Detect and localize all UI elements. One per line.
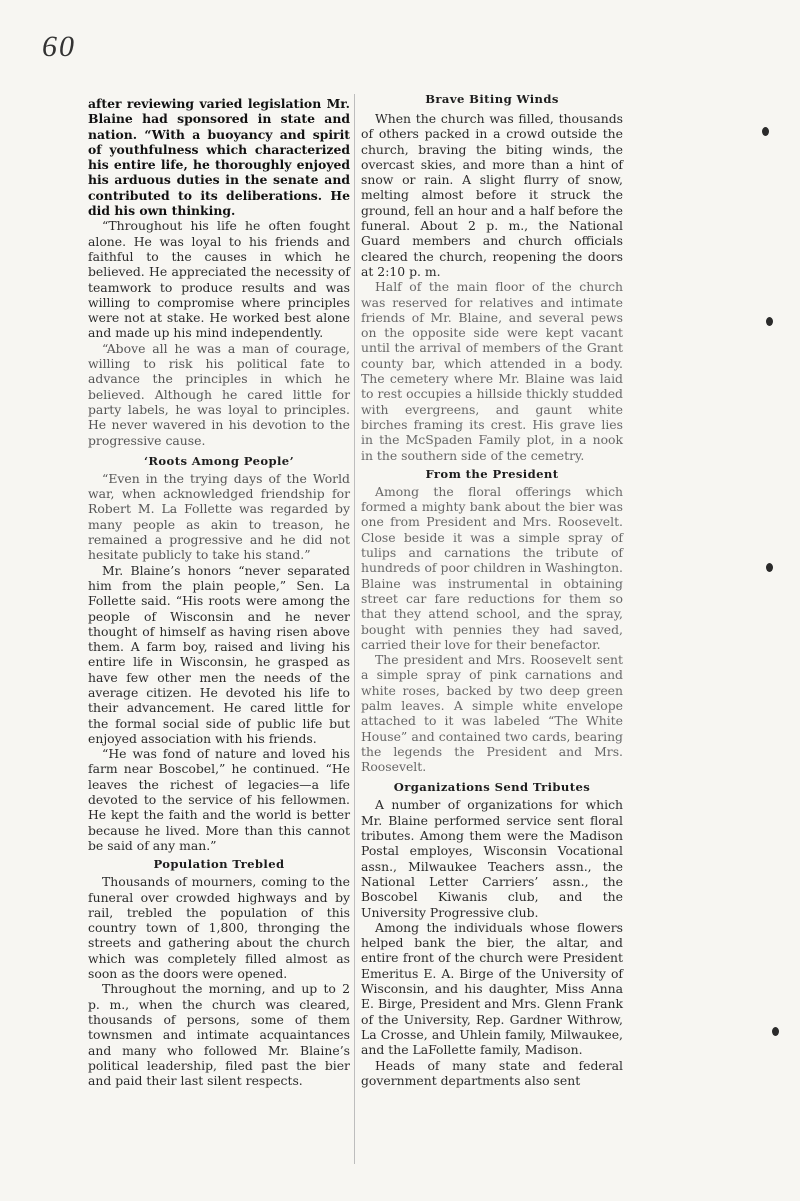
heading-brave-biting-winds: Brave Biting Winds xyxy=(425,92,559,106)
paragraph-roosevelt-spray: The president and Mrs. Roosevelt sent a simple spray of pink carnations and white roses, backed by two deep green palm leaves. A simple white envelope attached to it was labeled “The White House” and contained two cards, bearing the legends the President and Mrs. Roosevelt. xyxy=(361,652,623,775)
heading-organizations-send-tributes: Organizations Send Tributes xyxy=(393,780,591,795)
heading-from-the-president: From the President xyxy=(425,466,559,481)
paragraph-fought-alone: “Throughout his life he often fought alone. He was loyal to his friends and faithful to the causes in which he believed. He appreciated the necessity of teamwork to produce results and was willing to compromise where principles were not at stake. He worked best alone and made up his mind independently. xyxy=(88,218,350,341)
left-column xyxy=(88,96,350,1088)
paragraph-nature: “He was fond of nature and loved his farm near Boscobel,” he continued. “He leaves the richest of legacies—a life devoted to the service of his fellowmen. He kept the faith and the world is better because he lived. More than this cannot be said of any man.” xyxy=(88,746,350,853)
paragraph-main-floor: Half of the main floor of the church was reserved for relatives and intimate friends of Mr. Blaine, and several pews on the opposite side were kept vacant until the arrival of members of the Grant county bar, which attended in a body. The cemetery where Mr. Blaine was laid to rest occupies a hillside thickly studded with evergreens, and gaunt white birches framing its crest. His grave lies in the McSpaden Family plot, in a nook in the southern side of the cemetry. xyxy=(361,279,623,463)
punch-hole-mark xyxy=(766,317,773,326)
paragraph-individuals: Among the individuals whose flowers helped bank the bier, the altar, and entire front of the church were President Emeritus E. A. Birge of the University of Wisconsin, and his daughter, Miss Anna E. Birge, President and Mrs. Glenn Frank of the University, Rep. Gardner Withrow, La Crosse, and Uhlein family, Milwaukee, and the LaFollette family, Madison. xyxy=(361,919,623,1058)
punch-hole-mark xyxy=(766,563,773,572)
heading-roots-among-people: ‘Roots Among People’ xyxy=(143,453,295,468)
heading-population-trebled: Population Trebled xyxy=(153,857,285,872)
punch-hole-mark xyxy=(762,127,769,136)
paragraph-floral-offerings: Among the floral offerings which formed a mighty bank about the bier was one from President and Mrs. Roosevelt. Close beside it was a simple spray of tulips and carnations the tribute of hundreds of poor children in Washington. Blaine was instrumental in obtaining street car fare reductions for them so that they attend school, and the spray, bought with pennies they had saved, carried their love for their benefactor. xyxy=(361,483,623,652)
paragraph-legislation: after reviewing varied legislation Mr. Blaine had sponsored in state and nation. “With a buoyancy and spirit of youthfulness which characterized his entire life, he thoroughly enjoyed his arduous duties in the senate and contributed to its deliberations. He did his own thinking. xyxy=(88,96,350,219)
paragraph-courage: “Above all he was a man of courage, willing to risk his political fate to advance the principles in which he believed. Although he cared little for party labels, he was loyal to principles. He never wavered in his devotion to the progressive cause. xyxy=(88,340,350,448)
paragraph-organizations: A number of organizations for which Mr. Blaine performed service sent floral tributes. Among them were the Madison Postal employes, Wisconsin Vocational assn., Milwaukee Teachers assn., the National Letter Carriers’ assn., the Boscobel Kiwanis club, and the University Progressive club. xyxy=(361,797,623,920)
paragraph-department-heads: Heads of many state and federal government departments also sent xyxy=(361,1057,623,1088)
paragraph-mourners: Thousands of mourners, coming to the funeral over crowded highways and by rail, trebled the population of this country town of 1,800, thronging the streets and gathering about the church which was completely filled almost as soon as the doors were opened. xyxy=(88,874,350,982)
right-column xyxy=(361,92,623,1088)
paragraph-church-filled: When the church was filled, thousands of others packed in a crowd outside the church, braving the biting winds, the overcast skies, and more than a hint of snow or rain. A slight flurry of snow, melting almost before it struck the ground, fell an hour and a half before the funeral. About 2 p. m., the National Guard members and church officials cleared the church, reopening the doors at 2:10 p. m. xyxy=(361,111,623,279)
punch-hole-mark xyxy=(772,1027,779,1036)
paragraph-world-war: “Even in the trying days of the World war, when acknowledged friendship for Robert M. La Follette was regarded by many people as akin to treason, he remained a progressive and he did not hesitate publicly to take his stand.” xyxy=(88,470,350,563)
paragraph-morning: Throughout the morning, and up to 2 p. m., when the church was cleared, thousands of persons, some of them townsmen and intimate acquaintances and many who followed Mr. Blaine’s political leadership, filed past the bier and paid their last silent respects. xyxy=(88,981,350,1089)
column-divider xyxy=(354,94,355,1164)
page-number: 60 xyxy=(42,30,76,63)
paragraph-honors: Mr. Blaine’s honors “never separated him from the plain people,” Sen. La Follette said. “His roots were among the people of Wisconsin and he never thought of himself as having risen above them. A farm boy, raised and living his entire life in Wisconsin, he grasped as have few other men the needs of the average citizen. He devoted his life to their advancement. He cared little for the formal social side of public life but enjoyed association with his friends. xyxy=(88,562,350,746)
